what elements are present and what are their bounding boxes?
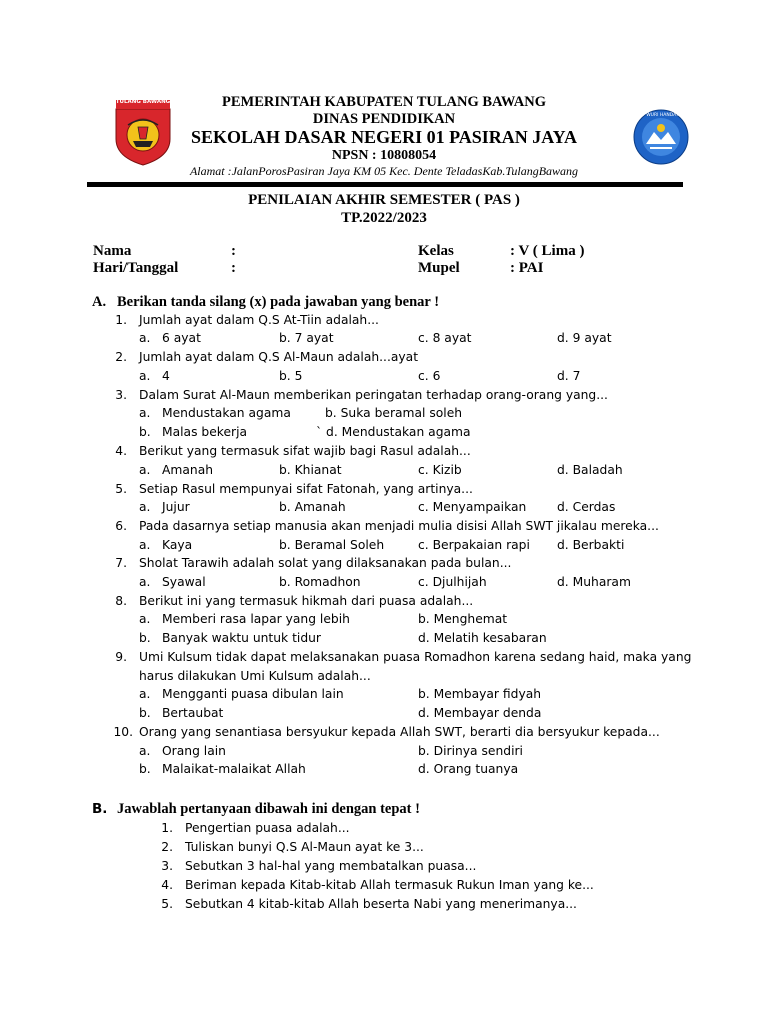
option-b: b. Khianat: [279, 463, 342, 477]
regency-logo-caption: TULANG BAWANG: [115, 99, 171, 105]
option-a: Mendustakan agama: [162, 406, 291, 420]
option-b: b. Beramal Soleh: [279, 538, 385, 552]
option-c: c. 6: [418, 369, 441, 383]
question-number: 4.: [115, 444, 127, 458]
essay-number: 1.: [161, 821, 173, 835]
option-marker: b.: [139, 706, 151, 720]
exam-year: TP.2022/2023: [341, 210, 427, 226]
option-b: b. Membayar fidyah: [418, 687, 542, 701]
question-number: 10.: [113, 725, 133, 739]
header-school-name: SEKOLAH DASAR NEGERI 01 PASIRAN JAYA: [191, 127, 577, 147]
option-marker: b.: [139, 425, 151, 439]
question-text: Umi Kulsum tidak dapat melaksanakan puasa Romadhon karena sedang haid, maka yang: [139, 650, 692, 664]
option-c: Banyak waktu untuk tidur: [162, 631, 321, 645]
question-number: 1.: [115, 313, 127, 327]
option-marker: a.: [139, 500, 151, 514]
question-text: Sholat Tarawih adalah solat yang dilaksanakan pada bulan...: [139, 556, 512, 570]
option-c: c. Berpakaian rapi: [418, 538, 530, 552]
nama-colon: :: [231, 243, 236, 259]
option-b: b. Suka beramal soleh: [325, 406, 463, 420]
option-c: Malaikat-malaikat Allah: [162, 762, 306, 776]
option-d: d. Muharam: [557, 575, 631, 589]
hari-tanggal-label: Hari/Tanggal: [93, 260, 179, 276]
option-d: d. Orang tuanya: [418, 762, 519, 776]
option-d: d. Membayar denda: [418, 706, 542, 720]
kelas-label: Kelas: [418, 243, 454, 259]
question-number: 7.: [115, 556, 127, 570]
essay-question: Pengertian puasa adalah...: [185, 821, 350, 835]
option-marker: a.: [139, 406, 151, 420]
option-marker: a.: [139, 538, 151, 552]
essay-question: Tuliskan bunyi Q.S Al-Maun ayat ke 3...: [185, 840, 424, 854]
essay-question: Sebutkan 3 hal-hal yang membatalkan puasa...: [185, 859, 477, 873]
option-a: Jujur: [162, 500, 190, 514]
question-text: Orang yang senantiasa bersyukur kepada Allah SWT, berarti dia bersyukur kepada...: [139, 725, 660, 739]
letterhead-divider: [87, 182, 683, 187]
header-department: DINAS PENDIDIKAN: [312, 111, 456, 127]
option-b: b. Dirinya sendiri: [418, 744, 523, 758]
option-d: d. Baladah: [557, 463, 623, 477]
section-b-instruction: Jawablah pertanyaan dibawah ini dengan tepat !: [117, 801, 420, 817]
question-text: Setiap Rasul mempunyai sifat Fatonah, yang artinya...: [139, 482, 473, 496]
question-number: 5.: [115, 482, 127, 496]
option-marker: a.: [139, 331, 151, 345]
header-address: Alamat :JalanPorosPasiran Jaya KM 05 Kec. Dente TeladasKab.TulangBawang: [189, 164, 579, 178]
option-d: d. 7: [557, 369, 581, 383]
question-text: Pada dasarnya setiap manusia akan menjadi mulia disisi Allah SWT jikalau mereka...: [139, 519, 659, 533]
essay-number: 4.: [161, 878, 173, 892]
question-number: 9.: [115, 650, 127, 664]
section-a-letter: A.: [92, 294, 107, 310]
option-c: c. 8 ayat: [418, 331, 472, 345]
section-b-letter: B.: [92, 801, 108, 817]
option-marker: a.: [139, 744, 151, 758]
question-number: 2.: [115, 350, 127, 364]
question-text: Dalam Surat Al-Maun memberikan peringatan terhadap orang-orang yang...: [139, 388, 608, 402]
option-a: Orang lain: [162, 744, 226, 758]
option-c: Bertaubat: [162, 706, 224, 720]
option-marker: a.: [139, 687, 151, 701]
hari-tanggal-colon: :: [231, 260, 236, 276]
mupel-label: Mupel: [418, 260, 460, 276]
option-d: d. 9 ayat: [557, 331, 612, 345]
question-text-continued: harus dilakukan Umi Kulsum adalah...: [139, 669, 371, 683]
option-marker: a.: [139, 463, 151, 477]
option-marker: a.: [139, 612, 151, 626]
question-text: Berikut yang termasuk sifat wajib bagi Rasul adalah...: [139, 444, 471, 458]
option-marker: b.: [139, 762, 151, 776]
ministry-logo-caption: TUT WURI HANDAYANI: [636, 113, 686, 118]
option-d: ` d. Mendustakan agama: [316, 425, 471, 439]
exam-title: PENILAIAN AKHIR SEMESTER ( PAS ): [248, 192, 520, 208]
option-a: 4: [162, 369, 170, 383]
essay-number: 2.: [161, 840, 173, 854]
option-b: b. 7 ayat: [279, 331, 334, 345]
section-a-instruction: Berikan tanda silang (x) pada jawaban yang benar !: [117, 294, 440, 310]
essay-number: 5.: [161, 897, 173, 911]
option-a: Amanah: [162, 463, 214, 477]
question-text: Jumlah ayat dalam Q.S At-Tiin adalah...: [139, 313, 379, 327]
essay-question: Sebutkan 4 kitab-kitab Allah beserta Nabi yang menerimanya...: [185, 897, 577, 911]
option-marker: a.: [139, 575, 151, 589]
question-text: Jumlah ayat dalam Q.S Al-Maun adalah...ayat: [139, 350, 419, 364]
question-number: 8.: [115, 594, 127, 608]
nama-label: Nama: [93, 243, 132, 259]
mupel-value: : PAI: [510, 260, 544, 276]
option-b: b. Romadhon: [279, 575, 361, 589]
question-number: 6.: [115, 519, 127, 533]
option-a: Memberi rasa lapar yang lebih: [162, 612, 350, 626]
option-d: d. Berbakti: [557, 538, 625, 552]
essay-number: 3.: [161, 859, 173, 873]
option-b: b. Amanah: [279, 500, 346, 514]
option-b: b. Menghemat: [418, 612, 508, 626]
option-marker: a.: [139, 369, 151, 383]
essay-question: Beriman kepada Kitab-kitab Allah termasuk Rukun Iman yang ke...: [185, 878, 594, 892]
option-d: d. Melatih kesabaran: [418, 631, 547, 645]
header-government: PEMERINTAH KABUPATEN TULANG BAWANG: [222, 94, 546, 110]
header-npsn: NPSN : 10808054: [331, 148, 437, 163]
option-d: d. Cerdas: [557, 500, 616, 514]
option-c: c. Kizib: [418, 463, 462, 477]
question-text: Berikut ini yang termasuk hikmah dari puasa adalah...: [139, 594, 474, 608]
option-c: c. Menyampaikan: [418, 500, 527, 514]
option-b: b. 5: [279, 369, 303, 383]
option-a: Syawal: [162, 575, 206, 589]
option-marker: b.: [139, 631, 151, 645]
question-number: 3.: [115, 388, 127, 402]
kelas-value: : V ( Lima ): [510, 243, 585, 259]
option-a: 6 ayat: [162, 331, 201, 345]
option-c: Malas bekerja: [162, 425, 248, 439]
option-c: c. Djulhijah: [418, 575, 487, 589]
option-a: Kaya: [162, 538, 193, 552]
option-a: Mengganti puasa dibulan lain: [162, 687, 344, 701]
